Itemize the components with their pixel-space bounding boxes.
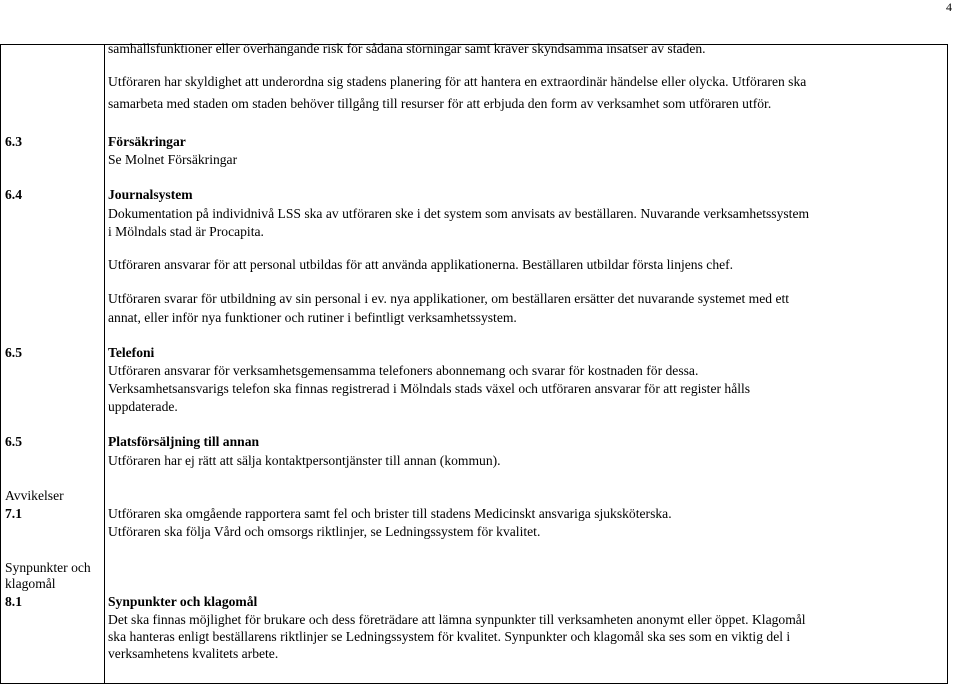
section-6-5-telefoni-title: Telefoni	[108, 345, 155, 360]
synpunkter-heading-line-2: klagomål	[5, 576, 56, 591]
section-6-3-text: Se Molnet Försäkringar	[108, 152, 238, 167]
section-8-1-line-3: verksamhetens kvalitets arbete.	[108, 646, 279, 661]
section-7-1-line-1: Utföraren ska omgående rapportera samt fel och brister till stadens Medicinskt ansvariga sjuksköterska.	[108, 506, 672, 521]
section-6-5-telefoni-number: 6.5	[5, 345, 22, 360]
section-6-4-title: Journalsystem	[108, 187, 193, 202]
section-6-4-line-4: Utföraren svarar för utbildning av sin personal i ev. nya applikationer, om beställaren ersätter det nuvarande systemet med ett	[108, 291, 790, 306]
intro-line-3: samarbeta med staden om staden behöver tillgång till resurser för att erbjuda den form av verksamhet som utföraren utför.	[108, 96, 772, 111]
section-6-5-telefoni-line-2: Verksamhetsansvarigs telefon ska finnas registrerad i Mölndals stads växel och utföraren ansvarar för att register hålls	[108, 381, 751, 396]
intro-line-2: Utföraren har skyldighet att underordna sig stadens planering för att hantera en extraordinär händelse eller olycka. Utföraren ska	[108, 74, 807, 89]
section-6-4-line-3: Utföraren ansvarar för att personal utbildas för att använda applikationerna. Beställaren utbildar första linjens chef.	[108, 257, 734, 272]
section-6-4-line-1: Dokumentation på individnivå LSS ska av utföraren ske i det system som anvisats av beställaren. Nuvarande verksamhetssystem	[108, 206, 810, 221]
section-6-5-plats-title: Platsförsäljning till annan	[108, 434, 260, 449]
section-8-1-number: 8.1	[5, 594, 22, 609]
section-8-1-line-2: ska hanteras enligt beställarens riktlinjer se Ledningssystem för kvalitet. Synpunkter och klagomål ska ses som en viktig del i	[108, 629, 791, 644]
page-number: 4	[946, 0, 952, 14]
section-6-5-telefoni-line-3: uppdaterade.	[108, 399, 178, 414]
section-6-5-plats-number: 6.5	[5, 434, 22, 449]
section-7-1-line-2: Utföraren ska följa Vård och omsorgs riktlinjer, se Ledningssystem för kvalitet.	[108, 524, 541, 539]
section-6-4-number: 6.4	[5, 187, 22, 202]
section-6-5-plats-line-1: Utföraren har ej rätt att sälja kontaktpersontjänster till annan (kommun).	[108, 453, 501, 468]
avvikelser-heading: Avvikelser	[5, 488, 64, 503]
section-8-1-title: Synpunkter och klagomål	[108, 594, 258, 609]
intro-line-1: samhällsfunktioner eller överhängande risk för sådana störningar samt kräver skyndsamma insatser av staden.	[108, 41, 706, 56]
section-6-3-title: Försäkringar	[108, 134, 186, 149]
column-divider	[104, 45, 105, 683]
section-6-4-line-5: annat, eller inför nya funktioner och rutiner i befintligt verksamhetssystem.	[108, 310, 517, 325]
section-6-5-telefoni-line-1: Utföraren ansvarar för verksamhetsgemensamma telefoners abonnemang och svarar för kostnaden för dessa.	[108, 363, 699, 378]
section-7-1-number: 7.1	[5, 506, 22, 521]
synpunkter-heading-line-1: Synpunkter och	[5, 560, 91, 575]
section-6-3-number: 6.3	[5, 134, 22, 149]
section-6-4-line-2: i Mölndals stad är Procapita.	[108, 224, 264, 239]
section-8-1-line-1: Det ska finnas möjlighet för brukare och dess företrädare att lämna synpunkter till verksamheten anonymt eller öppet. Klagomål	[108, 612, 806, 627]
